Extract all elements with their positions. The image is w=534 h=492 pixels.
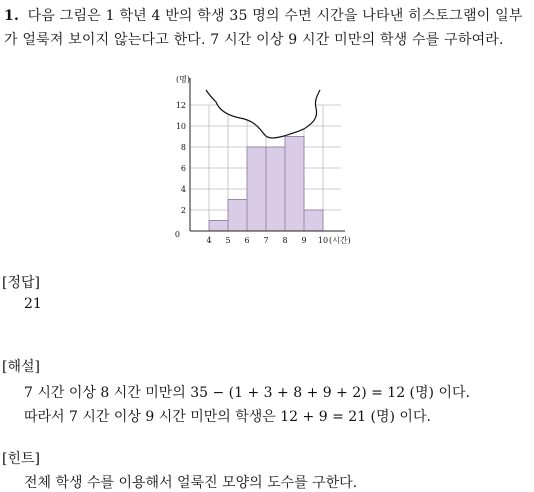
histogram-bar-1: [209, 221, 228, 232]
y-tick-label-10: 10: [175, 122, 186, 131]
x-unit-label: (시간): [329, 236, 351, 244]
problem-statement: [4, 4, 532, 52]
y-tick-label-4: 4: [180, 185, 186, 194]
answer-label: [정답]: [2, 275, 40, 291]
x-tick-label-6: 6: [244, 236, 250, 244]
answer-value: 21: [24, 296, 42, 312]
problem-number: 1.: [4, 8, 20, 24]
histogram-bar-2: [228, 200, 247, 232]
y-tick-label-12: 12: [175, 101, 186, 110]
x-tick-label-9: 9: [301, 236, 307, 244]
x-tick-label-7: 7: [263, 236, 269, 244]
y-tick-label-2: 2: [180, 206, 186, 215]
hint-text: 전체 학생 수를 이용해서 얼룩진 모양의 도수를 구한다.: [24, 475, 358, 491]
explanation-label: [해설]: [2, 359, 40, 375]
y-tick-label-8: 8: [180, 143, 186, 152]
y-unit-label: (명): [176, 75, 190, 84]
x-tick-label-10: 10: [317, 236, 329, 244]
histogram-bar-3: [247, 147, 266, 231]
histogram-bar-5: [285, 137, 304, 232]
x-tick-label-5: 5: [225, 236, 231, 244]
explanation-line-2: 따라서 7 시간 이상 9 시간 미만의 학생은 12 + 9 = 21 (명) 이다.: [24, 409, 431, 425]
hint-label: [힌트]: [2, 451, 40, 467]
origin-label: 0: [174, 230, 180, 239]
histogram-bar-4: [266, 147, 285, 231]
y-tick-label-6: 6: [180, 164, 186, 173]
histogram-chart: [160, 72, 370, 244]
problem-text: 다음 그림은 1 학년 4 반의 학생 35 명의 수면 시간을 나타낸 히스토그램이 일부가 얼룩져 보이지 않는다고 한다. 7 시간 이상 9 시간 미만의 학생 수를 구하여라.: [4, 8, 523, 48]
x-tick-label-8: 8: [282, 236, 288, 244]
x-tick-label-4: 4: [206, 236, 212, 244]
explanation-line-1: 7 시간 이상 8 시간 미만의 35 − (1 + 3 + 8 + 9 + 2) = 12 (명) 이다.: [24, 385, 470, 401]
histogram-bar-6: [304, 210, 323, 231]
